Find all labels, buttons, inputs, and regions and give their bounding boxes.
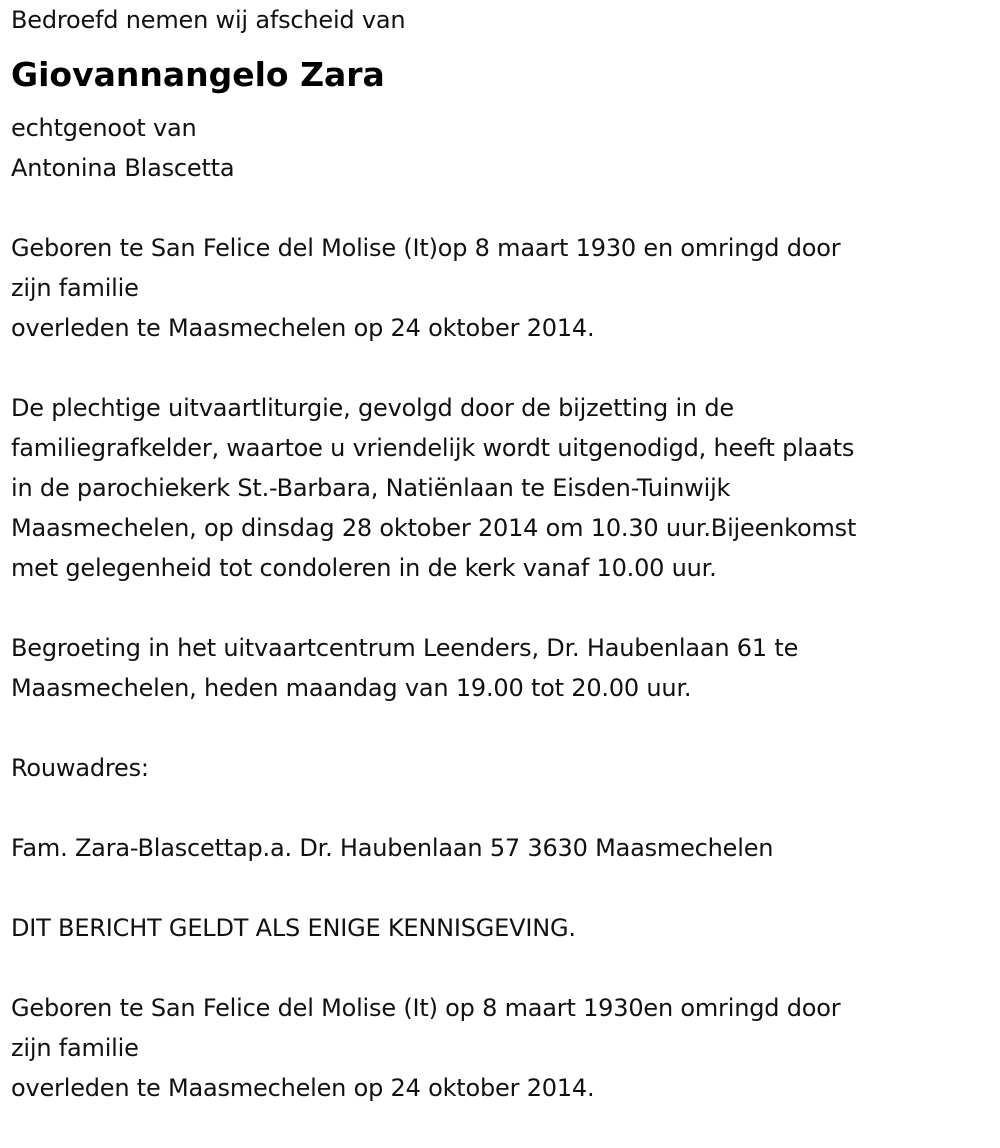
text-line: overleden te Maasmechelen op 24 oktober 2014. (11, 1074, 595, 1102)
address-label: Rouwadres: (11, 754, 149, 782)
text-line: Maasmechelen, heden maandag van 19.00 tot 20.00 uur. (11, 674, 692, 702)
greeting-paragraph (11, 628, 1000, 708)
deceased-name: Giovannangelo Zara (11, 55, 385, 94)
text-line: familiegrafkelder, waartoe u vriendelijk wordt uitgenodigd, heeft plaats (11, 434, 855, 462)
text-line: De plechtige uitvaartliturgie, gevolgd door de bijzetting in de (11, 394, 734, 422)
spouse-label: echtgenoot van (11, 114, 197, 142)
mourning-address: Fam. Zara-Blascettap.a. Dr. Haubenlaan 57 3630 Maasmechelen (11, 834, 774, 862)
text-line: overleden te Maasmechelen op 24 oktober 2014. (11, 314, 595, 342)
intro-text: Bedroefd nemen wij afscheid van (11, 6, 406, 34)
funeral-paragraph (11, 388, 1000, 588)
spouse-block (11, 108, 1000, 188)
text-line: met gelegenheid tot condoleren in de kerk vanaf 10.00 uur. (11, 554, 717, 582)
text-line: zijn familie (11, 1034, 139, 1062)
text-line: Geboren te San Felice del Molise (It)op 8 maart 1930 en omringd door (11, 234, 841, 262)
birth-death-paragraph-repeat (11, 988, 1000, 1108)
spouse-name: Antonina Blascetta (11, 154, 235, 182)
text-line: Geboren te San Felice del Molise (It) op 8 maart 1930en omringd door (11, 994, 841, 1022)
text-line: in de parochiekerk St.-Barbara, Natiënlaan te Eisden-Tuinwijk (11, 474, 731, 502)
birth-death-paragraph (11, 228, 1000, 348)
notice-text: DIT BERICHT GELDT ALS ENIGE KENNISGEVING. (11, 914, 576, 942)
text-line: Begroeting in het uitvaartcentrum Leenders, Dr. Haubenlaan 61 te (11, 634, 799, 662)
text-line: Maasmechelen, op dinsdag 28 oktober 2014 om 10.30 uur.Bijeenkomst (11, 514, 857, 542)
text-line: zijn familie (11, 274, 139, 302)
